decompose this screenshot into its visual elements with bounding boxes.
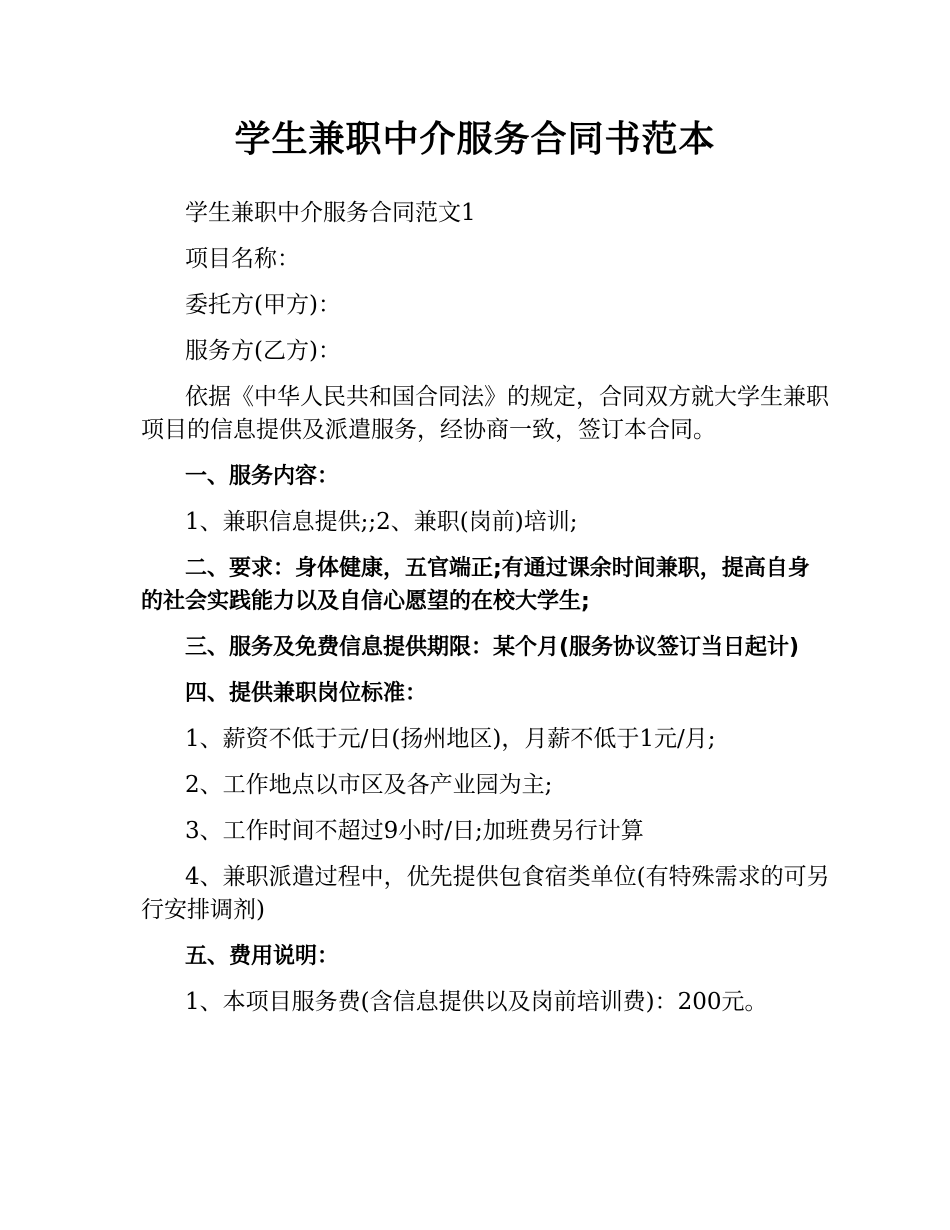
paragraph-party-a: 委托方(甲方)：	[185, 292, 341, 318]
paragraph-standard-hours: 3、工作时间不超过9小时/日;加班费另行计算	[185, 818, 644, 844]
section-service-period: 三、服务及免费信息提供期限：某个月(服务协议签订当日起计)	[185, 635, 800, 660]
section-heading-fees: 五、费用说明：	[185, 944, 340, 969]
section-requirements: 二、要求：身体健康，五官端正;有通过课余时间兼职，提高自身的社会实践能力以及自信心愿望的在校大学生;	[141, 556, 810, 614]
paragraph-standard-location: 2、工作地点以市区及各产业园为主;	[185, 772, 553, 798]
paragraph-subtitle: 学生兼职中介服务合同范文1	[185, 200, 476, 226]
section-heading-service-content: 一、服务内容：	[185, 464, 340, 489]
section-heading-job-standards: 四、提供兼职岗位标准：	[185, 681, 428, 706]
document-body	[141, 197, 831, 1032]
paragraph-service-items: 1、兼职信息提供;;2、兼职(岗前)培训;	[185, 509, 578, 535]
paragraph-standard-dispatch: 4、兼职派遣过程中，优先提供包食宿类单位(有特殊需求的可另行安排调剂)	[141, 864, 830, 923]
paragraph-project-name: 项目名称：	[185, 246, 300, 272]
paragraph-standard-salary: 1、薪资不低于元/日(扬州地区)，月薪不低于1元/月;	[185, 726, 716, 752]
paragraph-party-b: 服务方(乙方)：	[185, 338, 341, 364]
paragraph-preamble: 依据《中华人民共和国合同法》的规定，合同双方就大学生兼职项目的信息提供及派遣服务，经协商一致，签订本合同。	[141, 384, 829, 443]
paragraph-fee-item: 1、本项目服务费(含信息提供以及岗前培训费)：200元。	[185, 989, 768, 1015]
document-title: 学生兼职中介服务合同书范本	[234, 119, 716, 160]
